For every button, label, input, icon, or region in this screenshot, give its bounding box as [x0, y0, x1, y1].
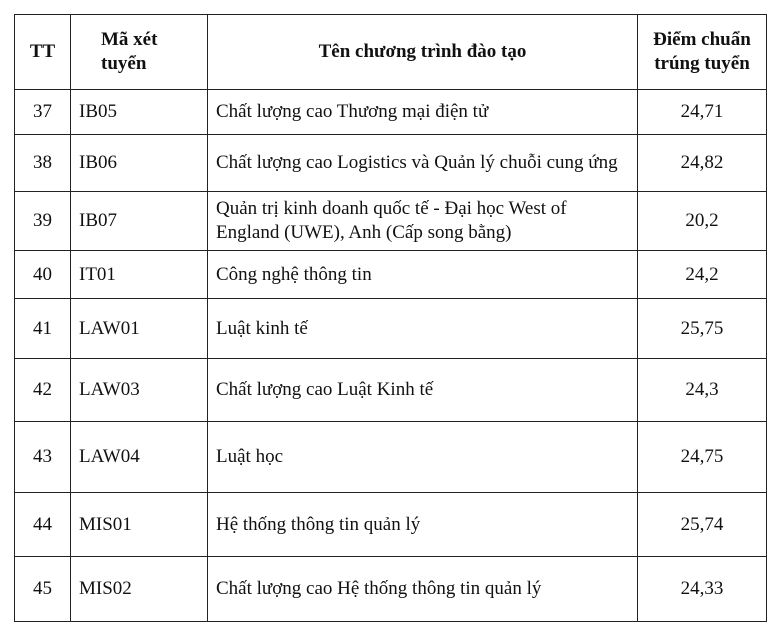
cell-program: Chất lượng cao Luật Kinh tế	[208, 359, 638, 422]
table-row	[15, 493, 767, 557]
cell-code: MIS02	[71, 557, 208, 622]
cell-score: 24,3	[638, 359, 767, 422]
cell-code: LAW03	[71, 359, 208, 422]
cell-score: 24,71	[638, 90, 767, 135]
table-row	[15, 299, 767, 359]
cell-program: Chất lượng cao Logistics và Quản lý chuỗi cung ứng	[208, 135, 638, 192]
header-program: Tên chương trình đào tạo	[208, 15, 638, 90]
cell-code: IB07	[71, 192, 208, 251]
header-code: Mã xét tuyển	[71, 15, 208, 90]
table-row	[15, 557, 767, 622]
cell-code: IB06	[71, 135, 208, 192]
admission-scores-table	[14, 14, 767, 622]
admission-scores-table-container	[14, 14, 766, 622]
cell-tt: 43	[15, 422, 71, 493]
cell-score: 20,2	[638, 192, 767, 251]
cell-program: Chất lượng cao Hệ thống thông tin quản lý	[208, 557, 638, 622]
cell-score: 24,2	[638, 251, 767, 299]
cell-score: 24,33	[638, 557, 767, 622]
cell-program: Công nghệ thông tin	[208, 251, 638, 299]
table-header-row	[15, 15, 767, 90]
cell-tt: 41	[15, 299, 71, 359]
cell-tt: 39	[15, 192, 71, 251]
table-row	[15, 135, 767, 192]
table-row	[15, 422, 767, 493]
cell-code: LAW01	[71, 299, 208, 359]
header-score: Điểm chuẩn trúng tuyển	[638, 15, 767, 90]
cell-code: LAW04	[71, 422, 208, 493]
cell-tt: 44	[15, 493, 71, 557]
cell-tt: 38	[15, 135, 71, 192]
cell-tt: 37	[15, 90, 71, 135]
cell-score: 24,75	[638, 422, 767, 493]
cell-code: IT01	[71, 251, 208, 299]
cell-code: IB05	[71, 90, 208, 135]
table-row	[15, 192, 767, 251]
header-tt: TT	[15, 15, 71, 90]
cell-program: Quản trị kinh doanh quốc tế - Đại học West of England (UWE), Anh (Cấp song bằng)	[208, 192, 638, 251]
cell-program: Luật học	[208, 422, 638, 493]
cell-tt: 45	[15, 557, 71, 622]
table-row	[15, 251, 767, 299]
cell-tt: 42	[15, 359, 71, 422]
cell-program: Chất lượng cao Thương mại điện tử	[208, 90, 638, 135]
cell-program: Luật kinh tế	[208, 299, 638, 359]
cell-score: 25,75	[638, 299, 767, 359]
cell-score: 24,82	[638, 135, 767, 192]
cell-code: MIS01	[71, 493, 208, 557]
cropped-text-remnant	[0, 616, 777, 626]
cell-score: 25,74	[638, 493, 767, 557]
table-row	[15, 90, 767, 135]
cell-program: Hệ thống thông tin quản lý	[208, 493, 638, 557]
cell-tt: 40	[15, 251, 71, 299]
table-row	[15, 359, 767, 422]
